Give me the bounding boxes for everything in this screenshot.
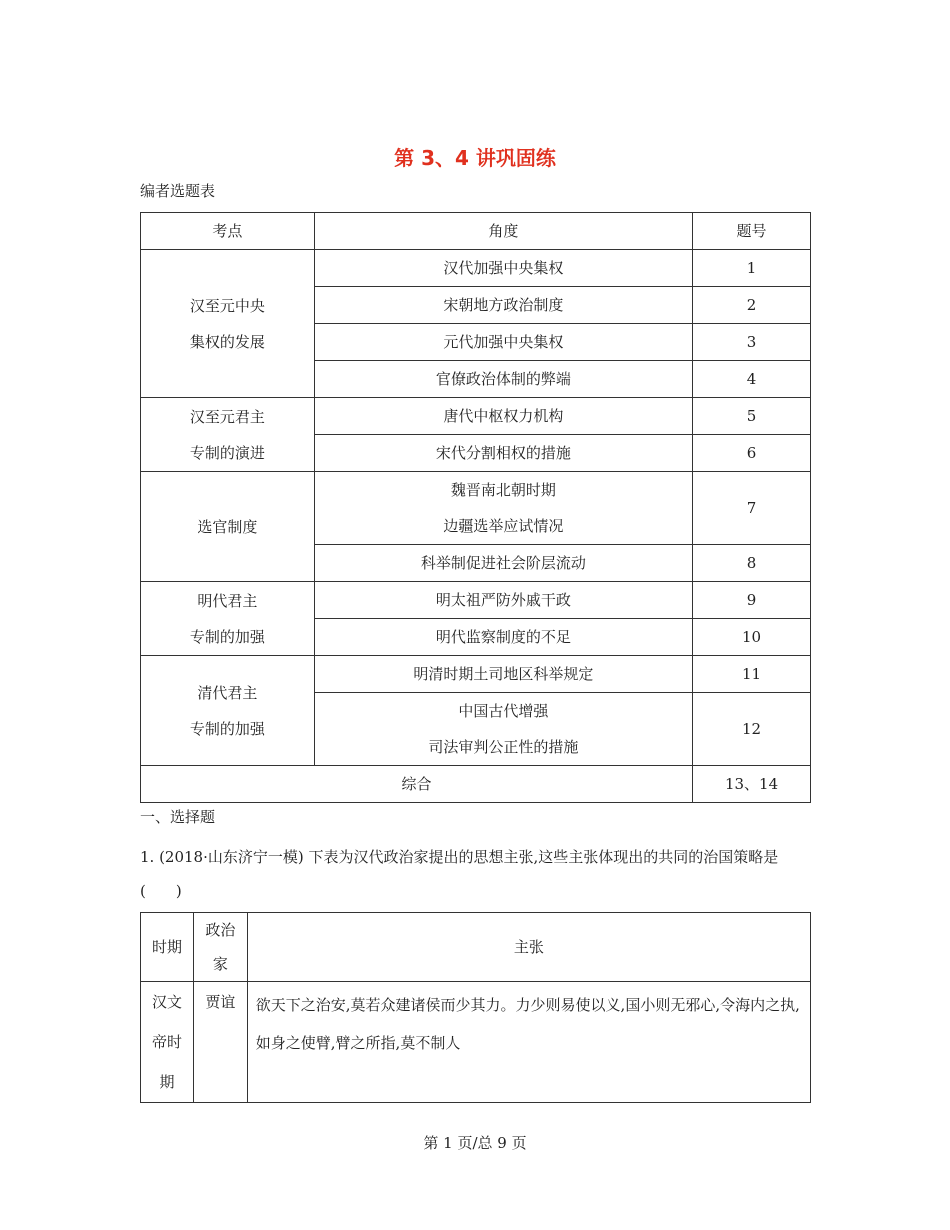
cell-line: 官僚政治体制的弊端: [435, 370, 571, 388]
number-cell: 10: [693, 619, 811, 656]
cell-line: 宋朝地方政治制度: [443, 296, 564, 314]
number-cell: 11: [693, 656, 811, 693]
number-cell: 1: [693, 250, 811, 287]
cell-line: 汉代加强中央集权: [443, 259, 564, 277]
cell-line: 司法审判公正性的措施: [428, 738, 579, 756]
cell-line: 专制的加强: [189, 719, 265, 738]
table-header-row: [141, 913, 811, 982]
angle-cell: [314, 545, 692, 582]
cell-line: 集权的发展: [189, 332, 265, 351]
angle-cell: [314, 324, 692, 361]
angle-cell: [314, 250, 692, 287]
angle-cell: [314, 656, 692, 693]
cell-politician: 贾谊: [193, 982, 247, 1103]
topic-cell: [141, 582, 315, 656]
number-cell: 12: [693, 693, 811, 766]
topic-cell: [141, 472, 315, 582]
cell-line: 明代监察制度的不足: [435, 628, 571, 646]
angle-cell: [314, 398, 692, 435]
table-row: [141, 472, 811, 545]
table-caption: 编者选题表: [140, 182, 216, 200]
table-header-row: [141, 213, 811, 250]
question-1-text: 1. (2018·山东济宁一模) 下表为汉代政治家提出的思想主张,这些主张体现出的共同的治国策略是( ): [140, 848, 779, 900]
page-footer: 第 1 页/总 9 页: [423, 1134, 527, 1152]
angle-cell: [314, 619, 692, 656]
cell-line: 魏晋南北朝时期: [450, 481, 556, 499]
cell-line: 汉至元中央: [189, 296, 265, 315]
number-cell: 6: [693, 435, 811, 472]
number-cell: 7: [693, 472, 811, 545]
page-title: 第 3、4 讲巩固练: [394, 146, 556, 170]
cell-line: 选官制度: [197, 517, 258, 536]
section-heading: 一、选择题: [140, 808, 216, 826]
angle-cell: [314, 287, 692, 324]
cell-line: 唐代中枢权力机构: [443, 407, 564, 425]
angle-cell: [314, 472, 692, 545]
cell-line: 明太祖严防外戚干政: [435, 591, 571, 609]
header-period: 时期: [141, 913, 194, 982]
table-row: [141, 656, 811, 693]
topic-cell: [141, 398, 315, 472]
cell-line: 专制的加强: [189, 627, 265, 646]
topic-cell: [141, 250, 315, 398]
number-cell: 3: [693, 324, 811, 361]
cell-line: 元代加强中央集权: [443, 333, 564, 351]
angle-cell: [314, 435, 692, 472]
header-cell: 题号: [693, 213, 811, 250]
summary-label: 综合: [141, 766, 693, 803]
cell-statement: 欲天下之治安,莫若众建诸侯而少其力。力少则易使以义,国小则无邪心,令海内之执,如身之使臂,臂之所指,莫不制人: [247, 982, 810, 1103]
cell-line: 明代君主: [197, 591, 258, 610]
number-cell: 5: [693, 398, 811, 435]
cell-line: 汉至元君主: [189, 407, 265, 426]
topic-table: [140, 212, 811, 803]
number-cell: 2: [693, 287, 811, 324]
header-statement: 主张: [247, 913, 810, 982]
topic-cell: [141, 656, 315, 766]
cell-line: 中国古代增强: [458, 702, 549, 720]
cell-line: 宋代分割相权的措施: [435, 444, 571, 462]
summary-row: [141, 766, 811, 803]
angle-cell: [314, 582, 692, 619]
summary-number: 13、14: [693, 766, 811, 803]
angle-cell: [314, 361, 692, 398]
number-cell: 4: [693, 361, 811, 398]
cell-line: 明清时期土司地区科举规定: [413, 665, 594, 683]
table-row: [141, 250, 811, 287]
angle-cell: [314, 693, 692, 766]
cell-line: 专制的演进: [189, 443, 265, 462]
statement-table: [140, 912, 811, 1103]
header-cell: 角度: [314, 213, 692, 250]
header-politician: 政治家: [193, 913, 247, 982]
number-cell: 8: [693, 545, 811, 582]
table-row: [141, 398, 811, 435]
cell-period: 汉文帝时期: [141, 982, 194, 1103]
number-cell: 9: [693, 582, 811, 619]
cell-line: 清代君主: [197, 683, 258, 702]
table-row: [141, 582, 811, 619]
header-cell: 考点: [141, 213, 315, 250]
table-row: [141, 982, 811, 1103]
cell-line: 科举制促进社会阶层流动: [420, 554, 586, 572]
cell-line: 边疆选举应试情况: [443, 517, 564, 535]
